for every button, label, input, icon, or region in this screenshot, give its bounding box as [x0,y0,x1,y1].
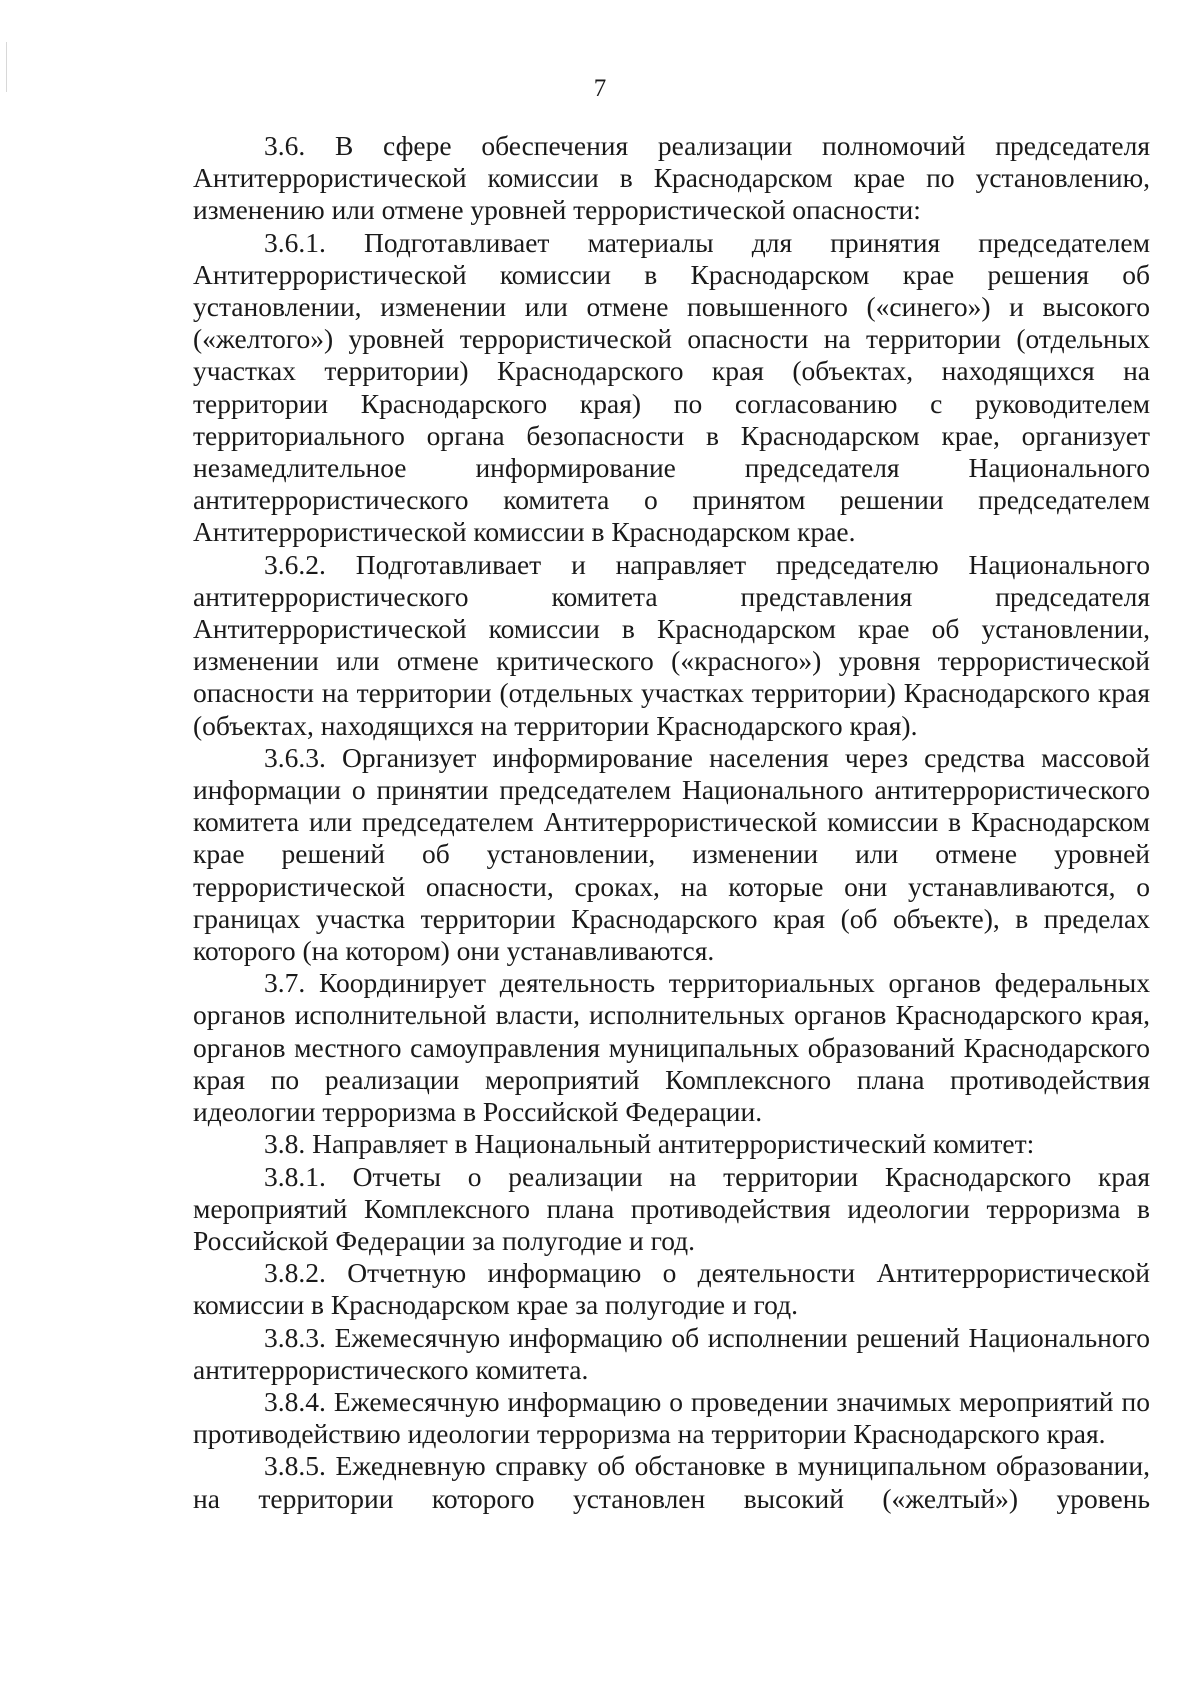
paragraph-3-8-5: 3.8.5. Ежедневную справку об обстановке в муниципальном образовании, на территории которого установлен высокий («желтый») уровень [193,1450,1150,1514]
page-number: 7 [593,75,607,102]
paragraph-3-6-1: 3.6.1. Подготавливает материалы для принятия председателем Антитеррористической комиссии в Краснодарском крае решения об установлении, изменении или отмене повышенного («синего») и высокого («желтого») уровней террористической опасности на территории (отдельных участках территории) Краснодарского края (объектах, находящихся на территории Краснодарского края) по согласованию с руководителем территориального органа безопасности в Краснодарском крае, организует незамедлительное информирование председателя Национального антитеррористического комитета о принятом решении председателем Антитеррористической комиссии в Краснодарском крае. [193,226,1150,548]
paragraph-3-6: 3.6. В сфере обеспечения реализации полномочий председателя Антитеррористической комиссии в Краснодарском крае по установлению, изменению или отмене уровней террористической опасности: [193,130,1150,226]
document-body [193,130,1150,1515]
paragraph-3-6-3: 3.6.3. Организует информирование населения через средства массовой информации о принятии председателем Национального антитеррористического комитета или председателем Антитеррористической комиссии в Краснодарском крае решений об установлении, изменении или отмене уровней террористической опасности, сроках, на которые они устанавливаются, о границах участка территории Краснодарского края (об объекте), в пределах которого (на котором) они устанавливаются. [193,741,1150,967]
paragraph-3-6-2: 3.6.2. Подготавливает и направляет председателю Национального антитеррористического комитета представления председателя Антитеррористической комиссии в Краснодарском крае об установлении, изменении или отмене критического («красного») уровня террористической опасности на территории (отдельных участках территории) Краснодарского края (объектах, находящихся на территории Краснодарского края). [193,548,1150,741]
paragraph-3-8-4: 3.8.4. Ежемесячную информацию о проведении значимых мероприятий по противодействию идеологии терроризма на территории Краснодарского края. [193,1385,1150,1450]
paragraph-3-8: 3.8. Направляет в Национальный антитеррористический комитет: [264,1128,1035,1160]
paragraph-3-8-3: 3.8.3. Ежемесячную информацию об исполнении решений Национального антитеррористического комитета. [193,1321,1150,1385]
paragraph-3-8-2: 3.8.2. Отчетную информацию о деятельности Антитеррористической комиссии в Краснодарском крае за полугодие и год. [193,1257,1150,1321]
paragraph-3-8-1: 3.8.1. Отчеты о реализации на территории Краснодарского края мероприятий Комплексного плана противодействия идеологии терроризма в Российской Федерации за полугодие и год. [193,1160,1150,1256]
paragraph-3-7: 3.7. Координирует деятельность территориальных органов федеральных органов исполнительной власти, исполнительных органов Краснодарского края, органов местного самоуправления муниципальных образований Краснодарского края по реализации мероприятий Комплексного плана противодействия идеологии терроризма в Российской Федерации. [193,967,1150,1128]
